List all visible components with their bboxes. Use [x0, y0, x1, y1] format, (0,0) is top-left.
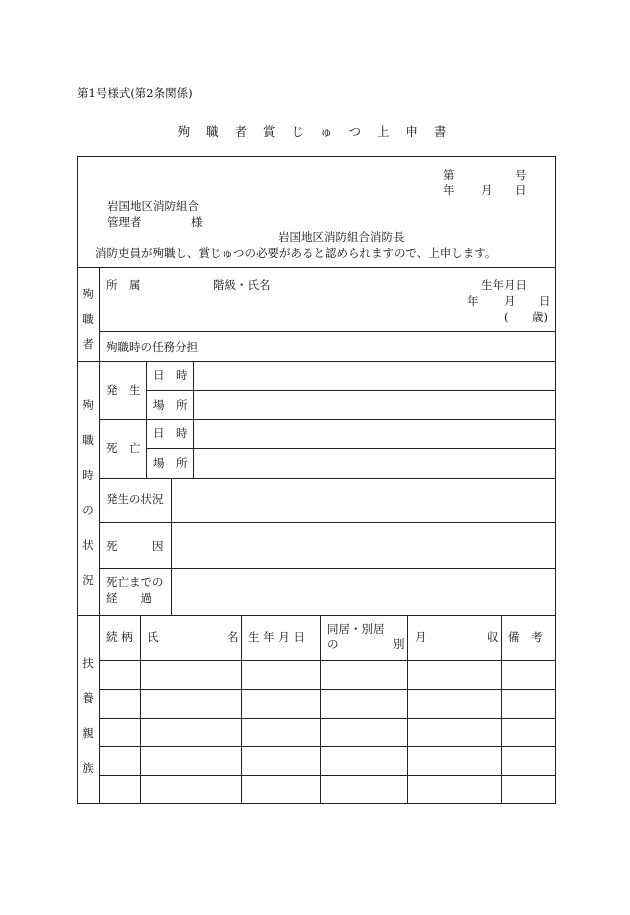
rank-name-label: 階級・氏名 [213, 278, 271, 292]
date-year: 年 [443, 183, 455, 197]
col-relation-header: 続 柄 [106, 630, 133, 644]
course-label-line2: 経 過 [106, 591, 152, 605]
dependent-row[interactable] [99, 661, 555, 689]
col-income-header-a: 月 [415, 630, 427, 644]
situation-label: 発生の状況 [106, 492, 164, 506]
occurrence-datetime-label: 日 時 [153, 368, 188, 382]
col-living-header-line1: 同居・別居 [327, 622, 385, 636]
sender-name: 岩国地区消防組合消防長 [278, 230, 405, 244]
affiliation-label: 所 属 [106, 278, 141, 292]
death-datetime-label: 日 時 [153, 426, 188, 440]
table-border-bottom [77, 803, 556, 804]
header-block [77, 156, 556, 267]
occurrence-place-label: 場 所 [153, 398, 188, 412]
age-close: 歳) [532, 310, 548, 324]
birth-year: 年 [467, 294, 479, 308]
birth-day: 日 [539, 294, 551, 308]
number-suffix: 号 [515, 168, 527, 182]
section-label-circumstances: 殉 職 時 の 状 況 [82, 398, 94, 587]
section-label-dependents: 扶 養 親 族 [82, 656, 94, 775]
recipient-org: 岩国地区消防組合 [107, 199, 199, 213]
document-title: 殉 職 者 賞 じ ゅ つ 上 申 書 [177, 124, 453, 139]
form-label: 第1号様式(第2条関係) [77, 86, 193, 100]
date-day: 日 [515, 183, 527, 197]
occurrence-label: 発 生 [106, 383, 141, 397]
recipient-honorific: 様 [191, 215, 203, 229]
dependent-row[interactable] [99, 690, 555, 718]
date-month: 月 [481, 183, 493, 197]
col-name-header-b: 名 [227, 630, 239, 644]
col-remarks-header: 備 考 [508, 630, 543, 644]
dependent-row[interactable] [99, 776, 555, 803]
death-place-label: 場 所 [153, 456, 188, 470]
recipient-title: 管理者 [107, 215, 142, 229]
dependent-row[interactable] [99, 747, 555, 775]
application-form-table [77, 156, 556, 804]
death-label: 死 亡 [106, 441, 141, 455]
dependent-row[interactable] [99, 719, 555, 746]
section-label-deceased: 殉 職 者 [82, 287, 94, 351]
col-birth-header: 生 年 月 日 [248, 630, 305, 644]
birthdate-label: 生年月日 [481, 278, 527, 292]
col-name-header-a: 氏 [147, 630, 159, 644]
duty-label: 殉職時の任務分担 [106, 340, 198, 354]
course-label-line1: 死亡までの [106, 575, 164, 589]
col-income-header-b: 収 [487, 630, 499, 644]
birth-month: 月 [504, 294, 516, 308]
age-open: ( [504, 310, 509, 324]
col-living-header-b: 別 [393, 637, 405, 651]
col-living-header-a: の [327, 637, 339, 651]
cause-label: 死 因 [106, 539, 164, 553]
statement-text: 消防吏員が殉職し、賞じゅつの必要があると認められますので、上申します。 [95, 246, 497, 260]
number-prefix: 第 [443, 168, 455, 182]
